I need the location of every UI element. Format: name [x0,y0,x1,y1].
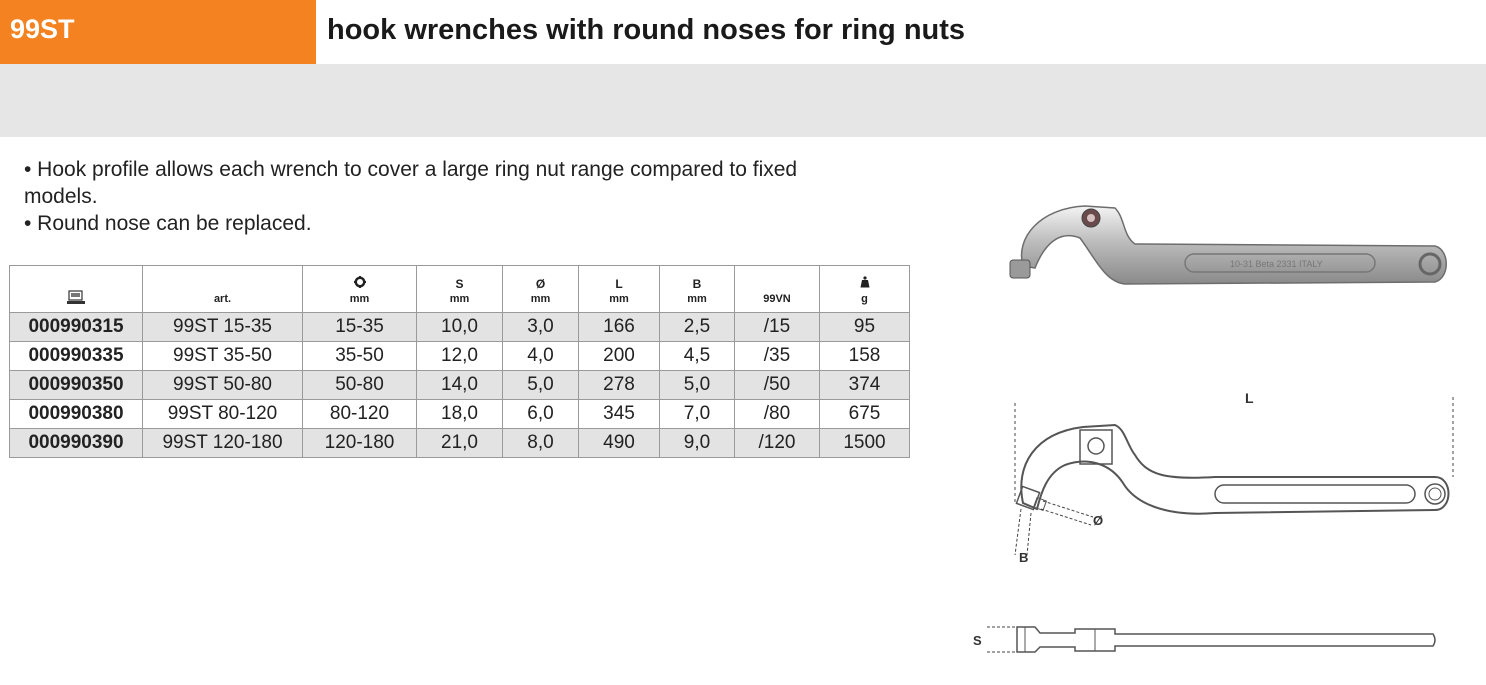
cell-art: 99ST 50-80 [143,371,303,400]
product-code: 99ST [10,14,75,44]
header-l-unit: mm [609,293,629,305]
cell-code: 000990315 [10,313,143,342]
header-99vn: 99VN [735,266,820,313]
cell-nut-range: 35-50 [303,342,417,371]
cell-l: 490 [579,429,660,458]
cell-b: 2,5 [660,313,735,342]
wrench-drawing [975,385,1470,575]
header-s-symbol: S [455,277,464,291]
cell-s: 18,0 [417,400,503,429]
cell-code: 000990350 [10,371,143,400]
header-weight-unit: g [861,293,868,305]
weight-icon [820,276,909,291]
cell-99vn: /80 [735,400,820,429]
table-header-row [10,266,910,313]
cell-code: 000990380 [10,400,143,429]
cell-diameter: 8,0 [503,429,579,458]
cell-l: 166 [579,313,660,342]
cell-weight: 158 [820,342,910,371]
header-s [417,266,503,313]
table-row [10,371,910,400]
cell-l: 345 [579,400,660,429]
header-diameter-unit: mm [530,293,551,305]
table-row [10,400,910,429]
cell-art: 99ST 80-120 [143,400,303,429]
header-nut-range [303,266,417,313]
gray-band [0,64,1486,137]
wrench-side-view [965,615,1445,665]
cell-s: 21,0 [417,429,503,458]
photo-engraving: 10-31 Beta 2331 ITALY [1230,259,1323,269]
header-diameter [503,266,579,313]
cell-diameter: 5,0 [503,371,579,400]
label-B: B [1019,550,1029,565]
cell-l: 200 [579,342,660,371]
header-b [660,266,735,313]
cell-diameter: 3,0 [503,313,579,342]
table-row [10,429,910,458]
cell-b: 9,0 [660,429,735,458]
spec-table [9,265,910,458]
label-diameter: Ø [1093,513,1104,528]
cell-s: 14,0 [417,371,503,400]
header-diameter-symbol: Ø [535,277,546,291]
cell-s: 10,0 [417,313,503,342]
cell-b: 7,0 [660,400,735,429]
cell-s: 12,0 [417,342,503,371]
description-line-1: • Hook profile allows each wrench to cover a large ring nut range compared to fixed models. [24,158,798,208]
cell-art: 99ST 35-50 [143,342,303,371]
cell-nut-range: 50-80 [303,371,417,400]
header-l [579,266,660,313]
cell-weight: 95 [820,313,910,342]
cell-code: 000990335 [10,342,143,371]
cell-nut-range: 120-180 [303,429,417,458]
cell-weight: 1500 [820,429,910,458]
header-code-column [10,266,143,313]
gear-icon [303,276,416,291]
header-b-unit: mm [687,293,707,305]
description [24,156,854,237]
page-title: hook wrenches with round noses for ring nuts [327,14,966,46]
barcode-box-icon [10,290,142,308]
header-art: art. [143,266,303,313]
header-s-unit: mm [449,293,470,305]
cell-diameter: 4,0 [503,342,579,371]
label-L: L [1245,390,1254,406]
cell-nut-range: 15-35 [303,313,417,342]
header-l-symbol: L [615,277,623,291]
description-line-2: • Round nose can be replaced. [24,212,312,235]
cell-99vn: /50 [735,371,820,400]
cell-99vn: /15 [735,313,820,342]
label-S: S [973,633,982,648]
cell-b: 4,5 [660,342,735,371]
cell-99vn: /120 [735,429,820,458]
cell-99vn: /35 [735,342,820,371]
cell-nut-range: 80-120 [303,400,417,429]
cell-code: 000990390 [10,429,143,458]
header-b-symbol: B [692,277,702,291]
cell-art: 99ST 15-35 [143,313,303,342]
cell-weight: 374 [820,371,910,400]
cell-weight: 675 [820,400,910,429]
cell-b: 5,0 [660,371,735,400]
cell-diameter: 6,0 [503,400,579,429]
table-row [10,313,910,342]
table-row [10,342,910,371]
header-weight [820,266,910,313]
header-nut-range-unit: mm [349,293,370,305]
cell-l: 278 [579,371,660,400]
wrench-photo [1005,198,1455,298]
cell-art: 99ST 120-180 [143,429,303,458]
